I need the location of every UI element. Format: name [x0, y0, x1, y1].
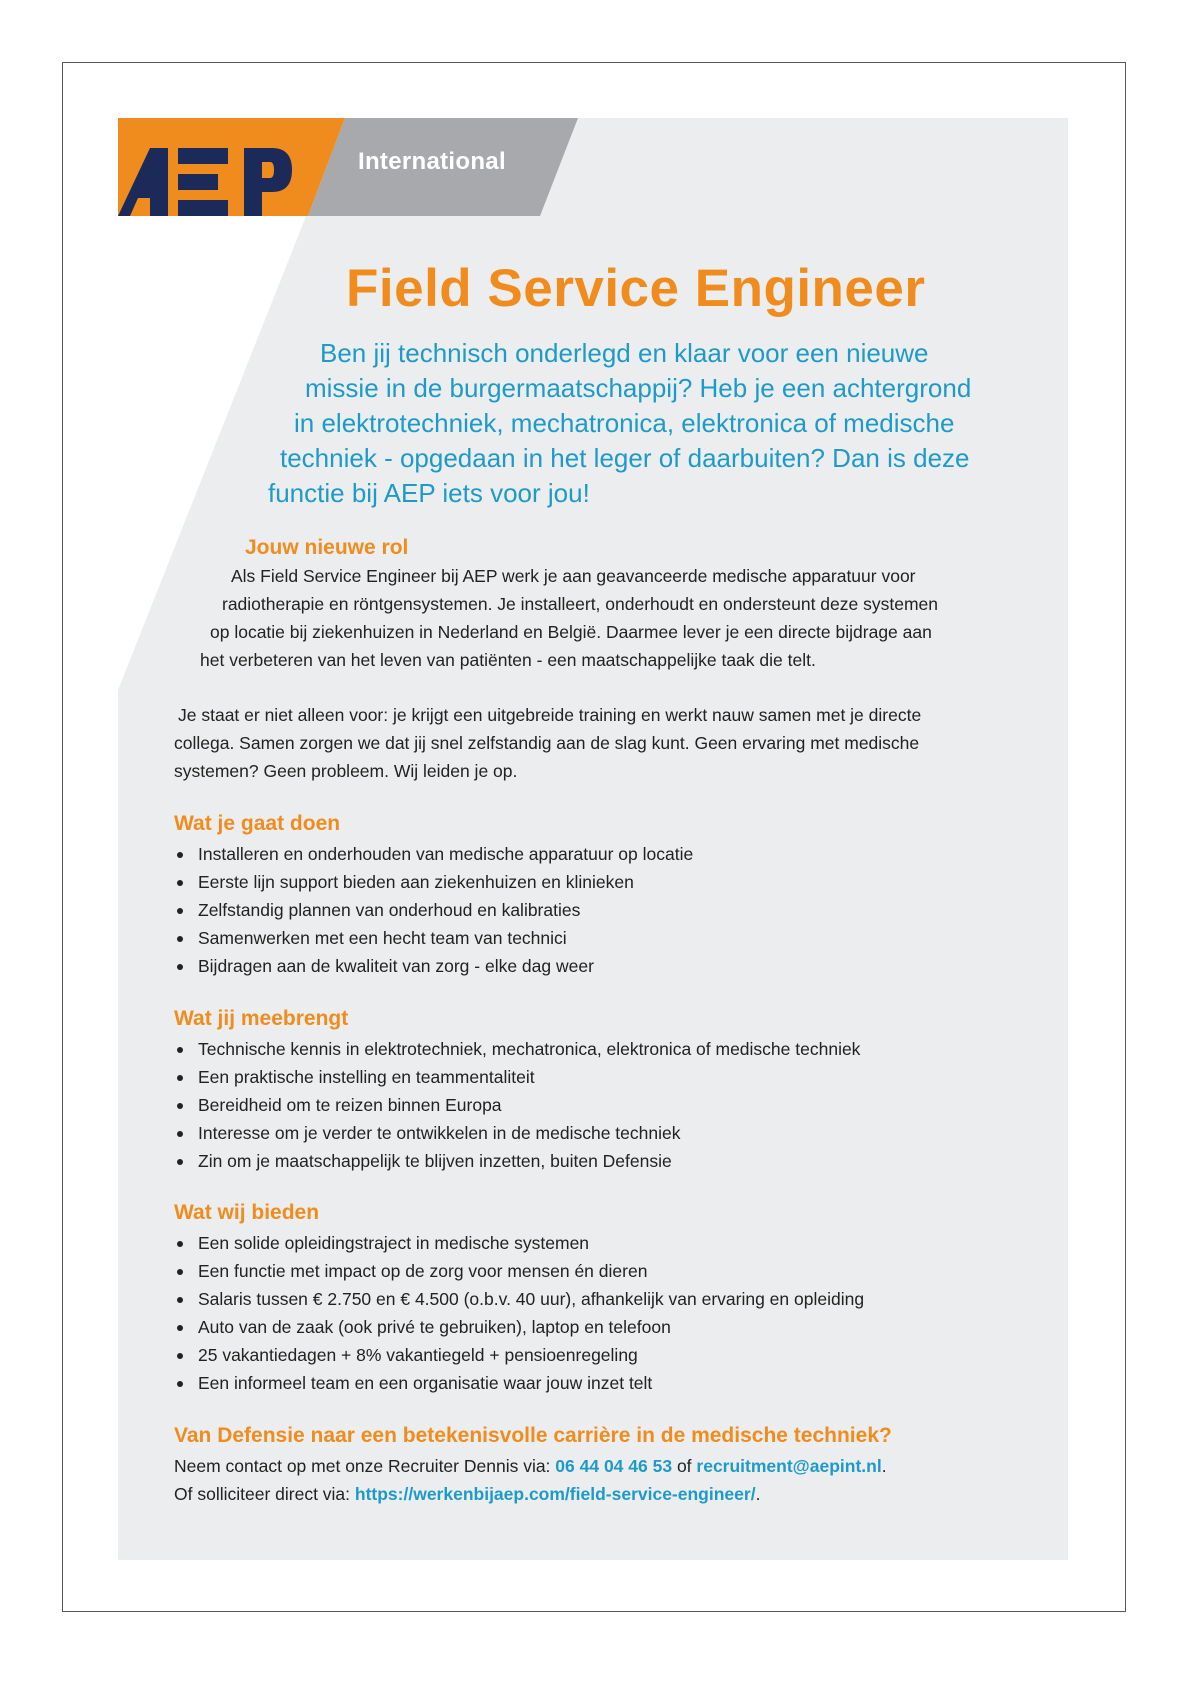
contact-heading: Van Defensie naar een betekenisvolle carrière in de medische techniek? [174, 1424, 892, 1447]
role-line: op locatie bij ziekenhuizen in Nederland en België. Daarmee lever je een directe bijdrage aan [210, 622, 932, 642]
contact-text: Neem contact op met onze Recruiter Dennis via: [174, 1456, 556, 1476]
intro-line: in elektrotechniek, mechatronica, elektronica of medische [294, 408, 955, 438]
intro-line: functie bij AEP iets voor jou! [268, 478, 590, 508]
contact-line [174, 1456, 887, 1477]
intro-line: missie in de burgermaatschappij? Heb je een achtergrond [305, 373, 972, 403]
page-title: Field Service Engineer [346, 259, 926, 318]
list-item: Zin om je maatschappelijk te blijven inzetten, buiten Defensie [174, 1147, 860, 1175]
intro-line: Ben jij technisch onderlegd en klaar voor een nieuwe [320, 338, 929, 368]
list-item: Technische kennis in elektrotechniek, mechatronica, elektronica of medische techniek [174, 1035, 860, 1063]
apply-text: . [755, 1484, 761, 1504]
list-item: Eerste lijn support bieden aan ziekenhuizen en klinieken [174, 868, 693, 896]
offer-heading: Wat wij bieden [174, 1201, 320, 1224]
apply-line [174, 1484, 760, 1505]
list-item: Salaris tussen € 2.750 en € 4.500 (o.b.v. 40 uur), afhankelijk van ervaring en opleiding [174, 1285, 864, 1313]
contact-text: . [881, 1456, 887, 1476]
tasks-list [174, 840, 693, 980]
contact-text: of [672, 1456, 697, 1476]
phone-link[interactable]: 06 44 04 46 53 [555, 1456, 673, 1476]
list-item: Interesse om je verder te ontwikkelen in de medische techniek [174, 1119, 860, 1147]
logo-tagline: International [358, 148, 506, 175]
apply-url-link[interactable]: https://werkenbijaep.com/field-service-engineer/ [354, 1484, 756, 1504]
role-line: Als Field Service Engineer bij AEP werk je aan geavanceerde medische apparatuur voor [231, 566, 916, 586]
support-line: collega. Samen zorgen we dat jij snel zelfstandig aan de slag kunt. Geen ervaring met medische [174, 733, 920, 753]
support-line: systemen? Geen probleem. Wij leiden je op. [174, 761, 518, 781]
list-item: Auto van de zaak (ook privé te gebruiken), laptop en telefoon [174, 1313, 864, 1341]
list-item: Bijdragen aan de kwaliteit van zorg - elke dag weer [174, 952, 693, 980]
apply-text: Of solliciteer direct via: [174, 1484, 355, 1504]
requirements-list [174, 1035, 860, 1175]
list-item: Een solide opleidingstraject in medische systemen [174, 1229, 864, 1257]
role-line: het verbeteren van het leven van patiënten - een maatschappelijke taak die telt. [200, 650, 816, 670]
list-item: 25 vakantiedagen + 8% vakantiegeld + pensioenregeling [174, 1341, 864, 1369]
requirements-heading: Wat jij meebrengt [174, 1007, 349, 1030]
list-item: Samenwerken met een hecht team van technici [174, 924, 693, 952]
intro-line: techniek - opgedaan in het leger of daarbuiten? Dan is deze [280, 443, 970, 473]
tasks-heading: Wat je gaat doen [174, 812, 341, 835]
list-item: Een functie met impact op de zorg voor mensen én dieren [174, 1257, 864, 1285]
role-heading: Jouw nieuwe rol [245, 536, 409, 559]
list-item: Bereidheid om te reizen binnen Europa [174, 1091, 860, 1119]
support-line: Je staat er niet alleen voor: je krijgt een uitgebreide training en werkt nauw samen met je directe [178, 705, 922, 725]
role-line: radiotherapie en röntgensystemen. Je installeert, onderhoudt en ondersteunt deze systemen [222, 594, 939, 614]
list-item: Installeren en onderhouden van medische apparatuur op locatie [174, 840, 693, 868]
email-link[interactable]: recruitment@aepint.nl [696, 1456, 882, 1476]
offer-list [174, 1229, 864, 1397]
list-item: Zelfstandig plannen van onderhoud en kalibraties [174, 896, 693, 924]
list-item: Een praktische instelling en teammentaliteit [174, 1063, 860, 1091]
list-item: Een informeel team en een organisatie waar jouw inzet telt [174, 1369, 864, 1397]
